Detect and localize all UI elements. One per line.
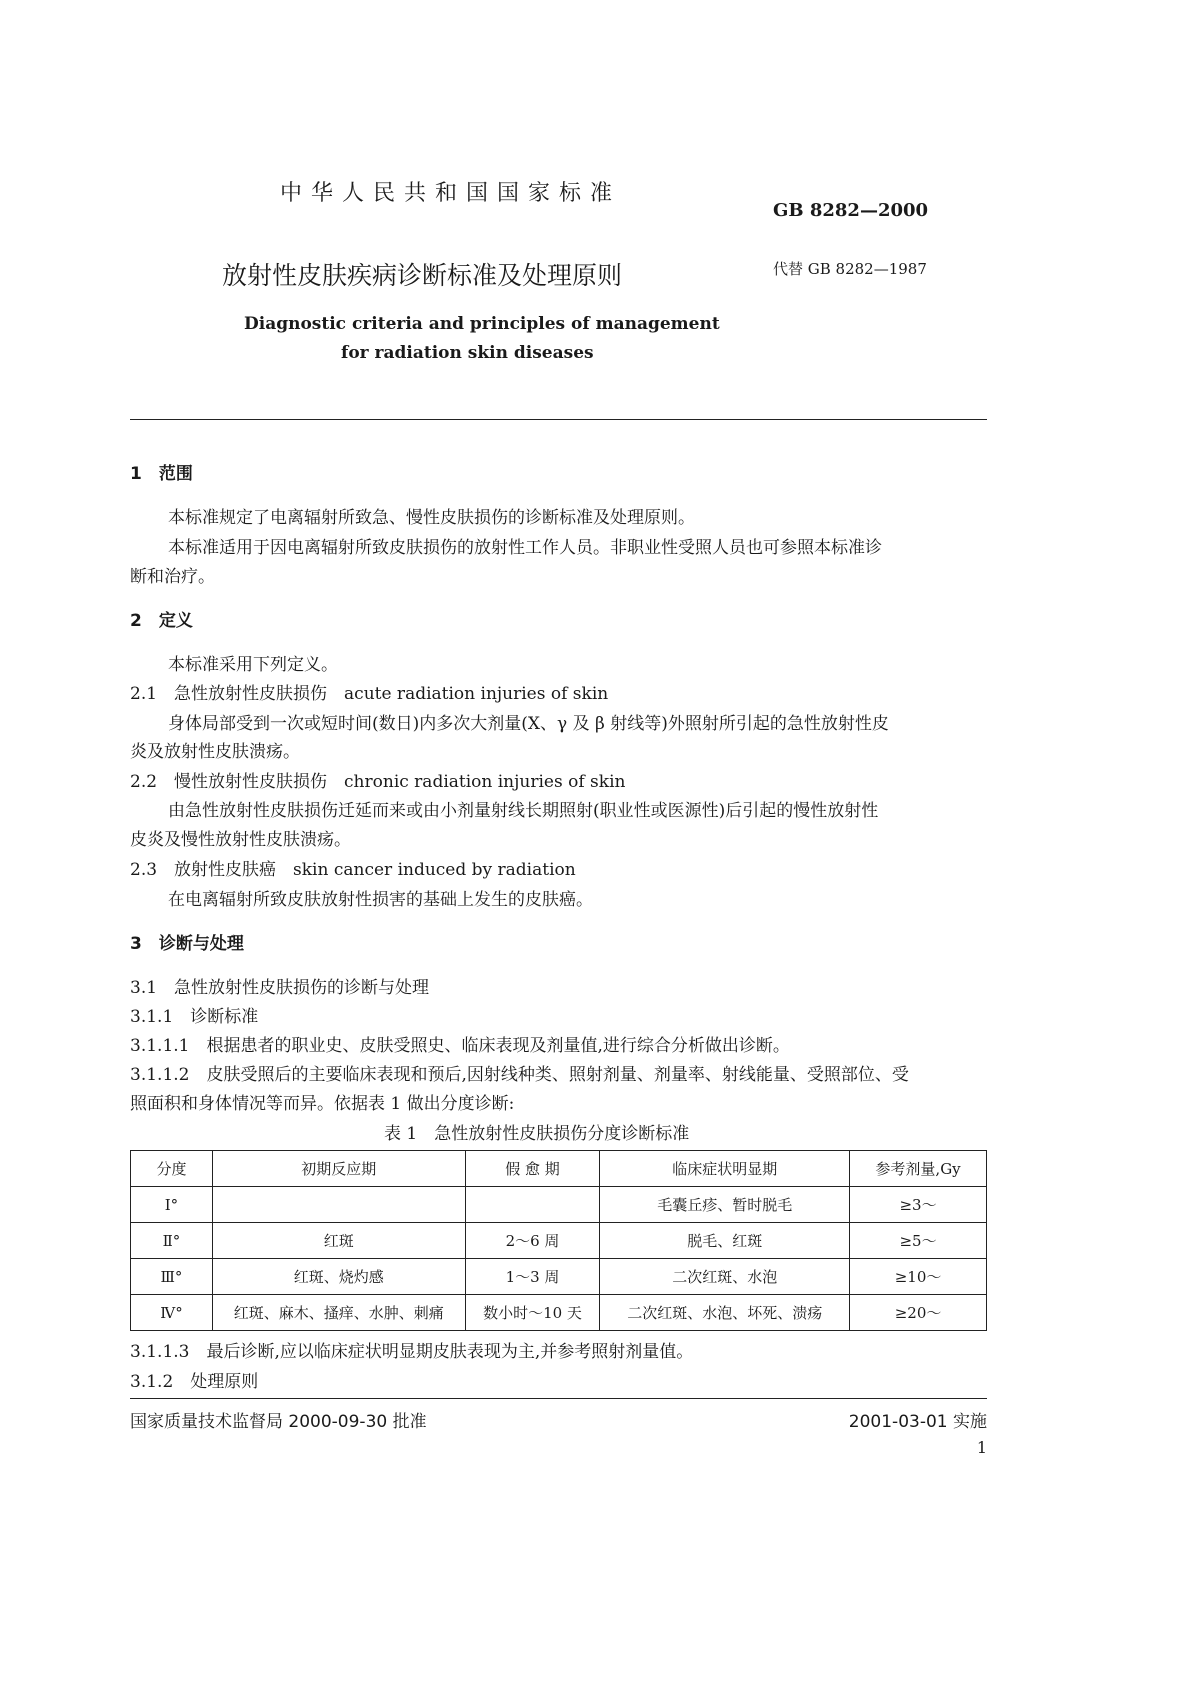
paragraph: 本标准规定了电离辐射所致急、慢性皮肤损伤的诊断标准及处理原则。 [168,508,695,528]
clause-3-1-1-1: 3.1.1.1 根据患者的职业史、皮肤受照史、临床表现及剂量值,进行综合分析做出诊断。 [130,1036,790,1056]
clause-3-1-1-2: 3.1.1.2 皮肤受照后的主要临床表现和预后,因射线种类、照射剂量、剂量率、射线能量、受照部位、受 [130,1065,909,1085]
standard-code: GB 8282—2000 [773,200,929,221]
grading-table [130,1150,987,1331]
document-title: 放射性皮肤疾病诊断标准及处理原则 [222,261,623,290]
table-caption: 表 1 急性放射性皮肤损伤分度诊断标准 [384,1124,690,1144]
table-cell: 红斑、麻木、搔痒、水肿、刺痛 [212,1295,465,1331]
replaces-note: 代替 GB 8282—1987 [773,260,927,278]
table-header-row [131,1151,987,1187]
approval-date: 国家质量技术监督局 2000-09-30 批准 [130,1412,427,1432]
column-header: 初期反应期 [212,1151,465,1187]
english-title-line2: for radiation skin diseases [341,343,594,363]
table-cell: 脱毛、红斑 [600,1223,850,1259]
column-header: 分度 [131,1151,213,1187]
subsection-3-1-2: 3.1.2 处理原则 [130,1372,259,1392]
paragraph: 本标准采用下列定义。 [168,655,338,675]
table-cell [212,1187,465,1223]
table-cell: 红斑、烧灼感 [212,1259,465,1295]
national-standard-label: 中华人民共和国国家标准 [280,181,622,206]
table-cell: 毛囊丘疹、暂时脱毛 [600,1187,850,1223]
table-cell: Ⅱ° [131,1223,213,1259]
table-row [131,1223,987,1259]
english-title-line1: Diagnostic criteria and principles of management [244,314,720,334]
section-1-heading: 1 范围 [130,464,193,484]
column-header: 临床症状明显期 [600,1151,850,1187]
table-cell: ≥20～ [850,1295,987,1331]
footer-divider [130,1398,987,1399]
effective-date: 2001-03-01 实施 [848,1412,987,1432]
table-cell: ≥10～ [850,1259,987,1295]
definition-2-1: 2.1 急性放射性皮肤损伤 acute radiation injuries of skin [130,684,609,704]
table-cell: 红斑 [212,1223,465,1259]
table-cell: ≥3～ [850,1187,987,1223]
page-number: 1 [976,1438,987,1457]
subsection-3-1: 3.1 急性放射性皮肤损伤的诊断与处理 [130,978,430,998]
section-3-heading: 3 诊断与处理 [130,934,244,954]
subsection-3-1-1: 3.1.1 诊断标准 [130,1007,259,1027]
table-cell: Ⅳ° [131,1295,213,1331]
table-row [131,1295,987,1331]
table-cell: 1～3 周 [465,1259,600,1295]
header-divider [130,419,987,420]
clause-3-1-1-3: 3.1.1.3 最后诊断,应以临床症状明显期皮肤表现为主,并参考照射剂量值。 [130,1342,694,1362]
table-cell [465,1187,600,1223]
paragraph: 本标准适用于因电离辐射所致皮肤损伤的放射性工作人员。非职业性受照人员也可参照本标准诊 [168,538,882,558]
table-cell: 数小时～10 天 [465,1295,600,1331]
table-cell: ≥5～ [850,1223,987,1259]
definition-2-3: 2.3 放射性皮肤癌 skin cancer induced by radiation [130,860,576,880]
table-cell: Ⅰ° [131,1187,213,1223]
paragraph: 在电离辐射所致皮肤放射性损害的基础上发生的皮肤癌。 [168,890,593,910]
paragraph: 照面积和身体情况等而异。依据表 1 做出分度诊断: [130,1094,515,1114]
definition-2-2: 2.2 慢性放射性皮肤损伤 chronic radiation injuries of skin [130,772,626,792]
paragraph: 炎及放射性皮肤溃疡。 [130,742,300,762]
table-cell: 二次红斑、水泡 [600,1259,850,1295]
table-cell: Ⅲ° [131,1259,213,1295]
table-row [131,1187,987,1223]
paragraph: 由急性放射性皮肤损伤迁延而来或由小剂量射线长期照射(职业性或医源性)后引起的慢性放射性 [168,801,879,821]
column-header: 假 愈 期 [465,1151,600,1187]
table-row [131,1259,987,1295]
table-cell: 2～6 周 [465,1223,600,1259]
paragraph: 断和治疗。 [130,567,215,587]
table-cell: 二次红斑、水泡、坏死、溃疡 [600,1295,850,1331]
column-header: 参考剂量,Gy [850,1151,987,1187]
paragraph: 身体局部受到一次或短时间(数日)内多次大剂量(X、γ 及 β 射线等)外照射所引起的急性放射性皮 [168,714,889,734]
section-2-heading: 2 定义 [130,611,193,631]
paragraph: 皮炎及慢性放射性皮肤溃疡。 [130,830,351,850]
